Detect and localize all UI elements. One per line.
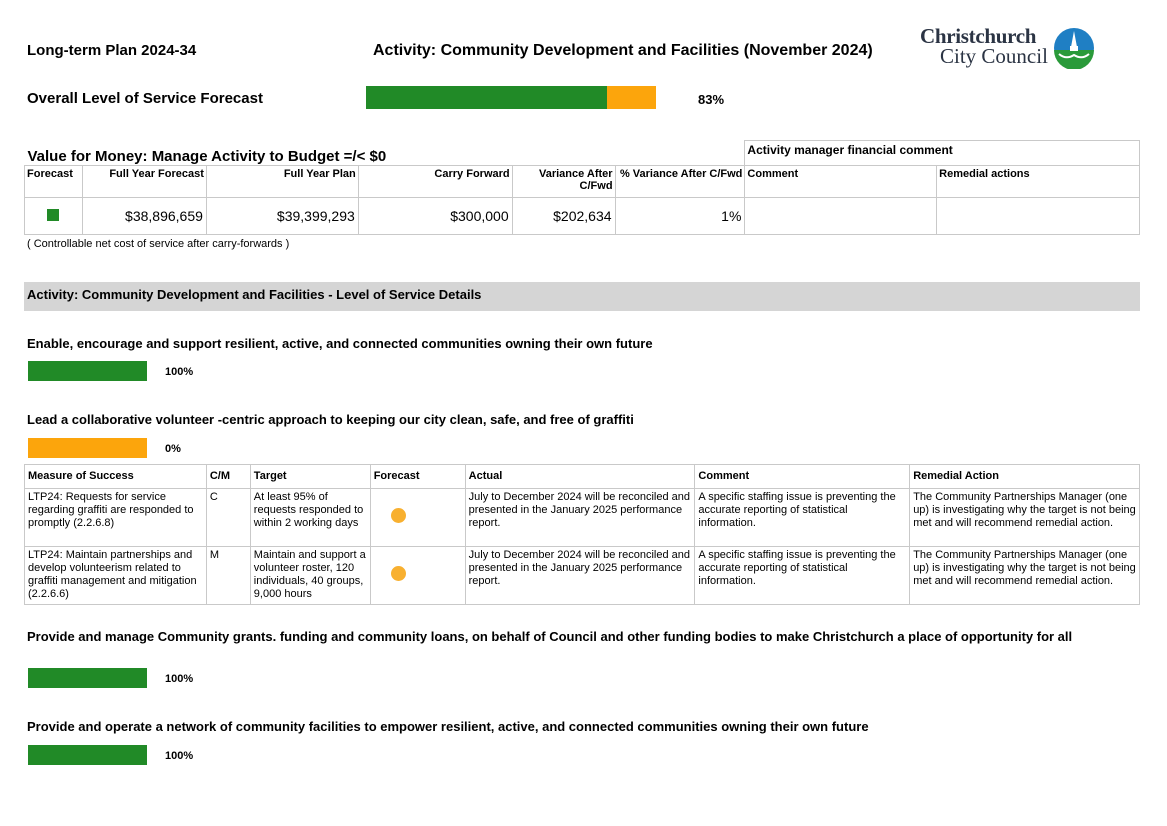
measure-actual: July to December 2024 will be reconciled and presented in the January 2025 performance report. (465, 547, 695, 605)
los-bar-3 (28, 668, 147, 688)
los-bar-1-fill (28, 361, 147, 381)
measure-forecast-cell (370, 547, 465, 605)
col-actual: Actual (465, 465, 695, 489)
overall-forecast-bar-fill (366, 86, 607, 109)
col-forecast: Forecast (25, 166, 83, 198)
measure-target: Maintain and support a volunteer roster, 120 individuals, 40 groups, 9,000 hours (250, 547, 370, 605)
full-year-forecast-value: $38,896,659 (82, 198, 206, 235)
overall-forecast-percent: 83% (698, 92, 725, 107)
logo-line-1: Christchurch (920, 24, 1037, 48)
los-title-2: Lead a collaborative volunteer -centric approach to keeping our city clean, safe, and free of graffiti (27, 412, 634, 427)
los-title-4: Provide and operate a network of community facilities to empower resilient, active, and connected communities owning their own future (27, 719, 869, 734)
col-full-year-forecast: Full Year Forecast (82, 166, 206, 198)
finance-remedial-cell (937, 198, 1140, 235)
los-bar-4 (28, 745, 147, 765)
finance-forecast-cell (25, 198, 83, 235)
measure-cm: M (206, 547, 250, 605)
finance-table (24, 140, 1140, 235)
col-remedial-actions: Remedial actions (937, 166, 1140, 198)
los-bar-2 (28, 438, 147, 458)
los-bar-1 (28, 361, 147, 381)
los-percent-1: 100% (165, 366, 194, 378)
los-bar-4-fill (28, 745, 147, 765)
los-percent-4: 100% (165, 750, 194, 762)
los-bar-3-fill (28, 668, 147, 688)
col-comment: Comment (745, 166, 937, 198)
activity-title: Activity: Community Development and Facilities (November 2024) (373, 42, 873, 59)
finance-note: ( Controllable net cost of service after carry-forwards ) (27, 238, 290, 250)
measures-table (24, 464, 1140, 605)
overall-forecast-label: Overall Level of Service Forecast (27, 90, 263, 107)
section-header (24, 282, 1140, 311)
measure-text: LTP24: Requests for service regarding graffiti are responded to promptly (2.2.6.8) (25, 489, 207, 547)
logo-line-2: City Council (940, 44, 1048, 68)
los-title-1: Enable, encourage and support resilient, active, and connected communities owning their own future (27, 336, 653, 351)
overall-forecast-bar (366, 86, 656, 109)
measure-cm: C (206, 489, 250, 547)
finance-comment-cell (745, 198, 937, 235)
measure-comment: A specific staffing issue is preventing the accurate reporting of statistical information. (695, 489, 910, 547)
los-title-3: Provide and manage Community grants. funding and community loans, on behalf of Council and other funding bodies to make Christchurch a place of opportunity for all (27, 629, 1073, 644)
measure-remedial: The Community Partnerships Manager (one up) is investigating why the target is not being met and will recommend remedial action. (910, 489, 1140, 547)
measure-actual: July to December 2024 will be reconciled and presented in the January 2025 performance report. (465, 489, 695, 547)
measure-target: At least 95% of requests responded to within 2 working days (250, 489, 370, 547)
manager-comment-heading: Activity manager financial comment (745, 141, 1140, 166)
plan-title: Long-term Plan 2024-34 (27, 42, 197, 59)
col-variance-after: Variance After C/Fwd (512, 166, 615, 198)
table-row (25, 547, 1140, 605)
los-percent-2: 0% (165, 443, 181, 455)
forecast-green-square-icon (47, 209, 59, 221)
carry-forward-value: $300,000 (358, 198, 512, 235)
measure-text: LTP24: Maintain partnerships and develop volunteerism related to graffiti management and mitigation (2.2.6.6) (25, 547, 207, 605)
col-measure-comment: Comment (695, 465, 910, 489)
col-measure-of-success: Measure of Success (25, 465, 207, 489)
logo-emblem-icon (1053, 27, 1095, 69)
col-pct-variance-after: % Variance After C/Fwd (615, 166, 745, 198)
pct-variance-after-value: 1% (615, 198, 745, 235)
col-carry-forward: Carry Forward (358, 166, 512, 198)
col-measure-forecast: Forecast (370, 465, 465, 489)
value-for-money-title: Value for Money: Manage Activity to Budget =/< $0 (27, 148, 387, 165)
table-row (25, 489, 1140, 547)
measure-remedial: The Community Partnerships Manager (one up) is investigating why the target is not being met and will recommend remedial action. (910, 547, 1140, 605)
los-percent-3: 100% (165, 673, 194, 685)
full-year-plan-value: $39,399,293 (206, 198, 358, 235)
forecast-amber-dot-icon (391, 508, 406, 523)
council-logo (920, 26, 1100, 72)
col-cm: C/M (206, 465, 250, 489)
measure-comment: A specific staffing issue is preventing the accurate reporting of statistical information. (695, 547, 910, 605)
variance-after-value: $202,634 (512, 198, 615, 235)
forecast-amber-dot-icon (391, 566, 406, 581)
measure-forecast-cell (370, 489, 465, 547)
col-full-year-plan: Full Year Plan (206, 166, 358, 198)
los-bar-2-remainder (28, 438, 147, 458)
col-remedial-action: Remedial Action (910, 465, 1140, 489)
section-title: Activity: Community Development and Facilities - Level of Service Details (27, 287, 482, 302)
overall-forecast-bar-remainder (607, 86, 656, 109)
col-target: Target (250, 465, 370, 489)
